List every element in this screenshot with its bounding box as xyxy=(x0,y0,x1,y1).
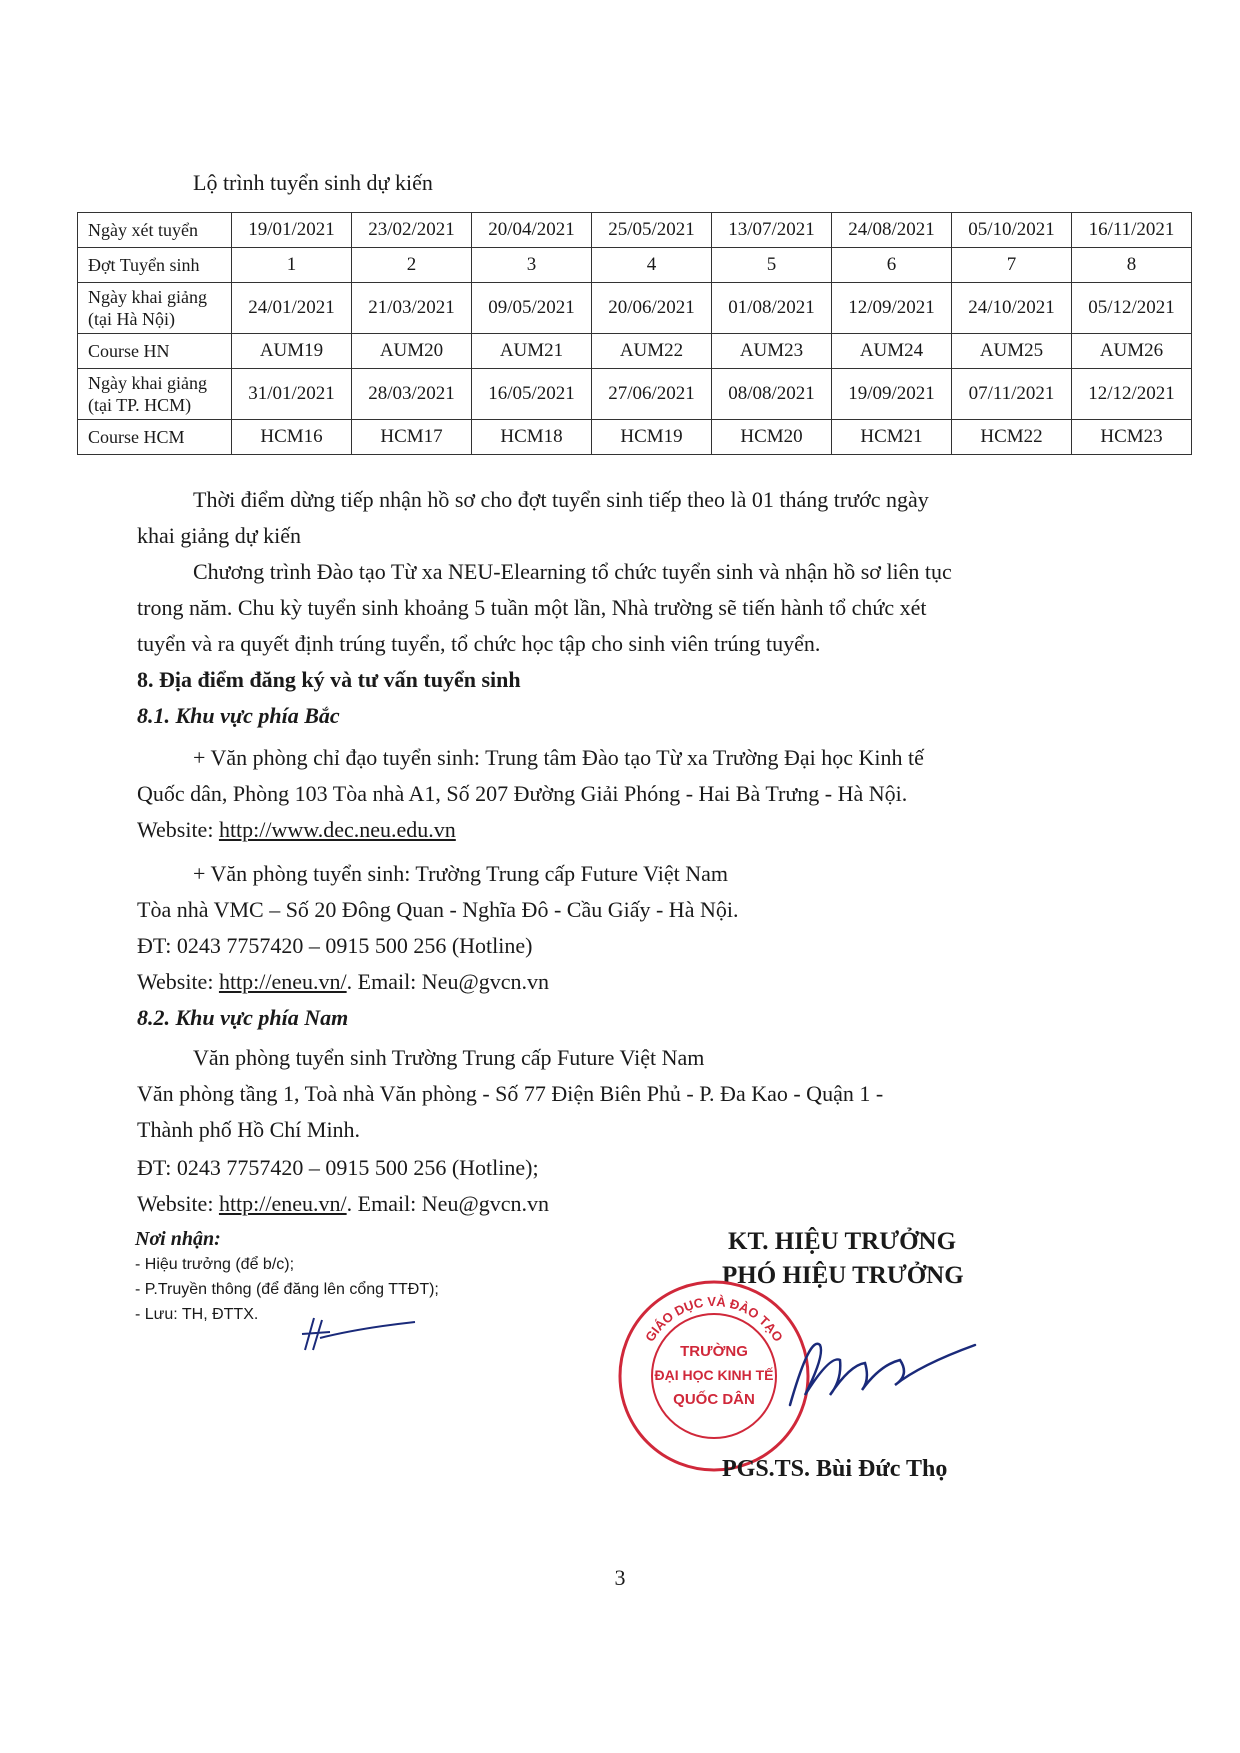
north-website-line xyxy=(137,812,456,848)
schedule-cell: 01/08/2021 xyxy=(712,283,832,334)
seal-line-2: ĐẠI HỌC KINH TẾ xyxy=(654,1367,774,1383)
schedule-cell: 12/09/2021 xyxy=(832,283,952,334)
south-phone: ĐT: 0243 7757420 – 0915 500 256 (Hotline); xyxy=(137,1155,539,1180)
schedule-cell: 2 xyxy=(352,248,472,283)
program-line-2: trong năm. Chu kỳ tuyển sinh khoảng 5 tuần một lần, Nhà trường sẽ tiến hành tổ chức xét xyxy=(137,595,927,620)
schedule-cell: 7 xyxy=(952,248,1072,283)
south-office-line-2: Văn phòng tầng 1, Toà nhà Văn phòng - Số 77 Điện Biên Phủ - P. Đa Kao - Quận 1 - xyxy=(137,1081,884,1106)
schedule-cell: 21/03/2021 xyxy=(352,283,472,334)
schedule-row xyxy=(78,369,1192,420)
signatory-title-2: PHÓ HIỆU TRƯỞNG xyxy=(722,1262,964,1289)
program-line-1: Chương trình Đào tạo Từ xa NEU-Elearning tổ chức tuyển sinh và nhận hồ sơ liên tục xyxy=(193,559,952,584)
schedule-row-label: Ngày khai giảng (tại Hà Nội) xyxy=(78,283,232,334)
north-admission-line-2: Tòa nhà VMC – Số 20 Đông Quan - Nghĩa Đô - Cầu Giấy - Hà Nội. xyxy=(137,897,739,922)
schedule-cell: 6 xyxy=(832,248,952,283)
north-heading: 8.1. Khu vực phía Bắc xyxy=(137,703,340,728)
schedule-cell: HCM18 xyxy=(472,420,592,455)
schedule-cell: 19/01/2021 xyxy=(232,213,352,248)
south-site-line xyxy=(137,1186,549,1222)
schedule-cell: 3 xyxy=(472,248,592,283)
schedule-cell: AUM21 xyxy=(472,334,592,369)
schedule-cell: 24/01/2021 xyxy=(232,283,352,334)
recipient-item: - P.Truyền thông (để đăng lên cổng TTĐT); xyxy=(135,1281,439,1298)
schedule-cell: AUM20 xyxy=(352,334,472,369)
schedule-row xyxy=(78,248,1192,283)
schedule-cell: AUM22 xyxy=(592,334,712,369)
south-site-link[interactable]: http://eneu.vn/ xyxy=(218,1191,347,1216)
north-office-line-2: Quốc dân, Phòng 103 Tòa nhà A1, Số 207 Đường Giải Phóng - Hai Bà Trưng - Hà Nội. xyxy=(137,781,908,806)
schedule-row-label: Ngày khai giảng (tại TP. HCM) xyxy=(78,369,232,420)
schedule-cell: HCM19 xyxy=(592,420,712,455)
schedule-cell: HCM21 xyxy=(832,420,952,455)
recipient-item: - Hiệu trưởng (để b/c); xyxy=(135,1256,295,1273)
schedule-row-label: Đợt Tuyển sinh xyxy=(78,248,232,283)
schedule-cell: 05/12/2021 xyxy=(1072,283,1192,334)
signatory-title-1: KT. HIỆU TRƯỞNG xyxy=(728,1228,957,1255)
north-site-line xyxy=(137,964,549,1000)
schedule-cell: 4 xyxy=(592,248,712,283)
recipients-title: Nơi nhận: xyxy=(135,1228,221,1250)
schedule-cell: AUM23 xyxy=(712,334,832,369)
schedule-cell: 08/08/2021 xyxy=(712,369,832,420)
initials-signature xyxy=(300,1310,420,1360)
schedule-cell: 20/06/2021 xyxy=(592,283,712,334)
schedule-cell: AUM26 xyxy=(1072,334,1192,369)
seal-line-1: TRƯỜNG xyxy=(680,1343,748,1360)
schedule-cell: 5 xyxy=(712,248,832,283)
section-8-heading: 8. Địa điểm đăng ký và tư vấn tuyển sinh xyxy=(137,667,521,692)
svg-text:GIÁO DỤC VÀ ĐÀO TẠO xyxy=(642,1294,786,1344)
schedule-row xyxy=(78,420,1192,455)
admission-schedule-table xyxy=(77,212,1192,455)
website-label: Website: xyxy=(137,1191,219,1216)
schedule-row-label: Course HCM xyxy=(78,420,232,455)
schedule-cell: 23/02/2021 xyxy=(352,213,472,248)
website-label: Website: xyxy=(137,817,219,842)
seal-line-3: QUỐC DÂN xyxy=(673,1391,755,1408)
schedule-cell: 24/10/2021 xyxy=(952,283,1072,334)
seal-outer-text: GIÁO DỤC VÀ ĐÀO TẠO xyxy=(642,1293,786,1345)
page-number: 3 xyxy=(614,1565,626,1590)
schedule-row-label: Ngày xét tuyển xyxy=(78,213,232,248)
north-email: . Email: Neu@gvcn.vn xyxy=(346,969,549,994)
deadline-line-1: Thời điểm dừng tiếp nhận hồ sơ cho đợt tuyển sinh tiếp theo là 01 tháng trước ngày xyxy=(193,487,929,512)
schedule-cell: 16/11/2021 xyxy=(1072,213,1192,248)
schedule-cell: 12/12/2021 xyxy=(1072,369,1192,420)
schedule-cell: 31/01/2021 xyxy=(232,369,352,420)
recipient-item: - Lưu: TH, ĐTTX. xyxy=(135,1306,259,1323)
schedule-caption: Lộ trình tuyển sinh dự kiến xyxy=(193,170,433,195)
schedule-cell: HCM17 xyxy=(352,420,472,455)
south-office-line-1: Văn phòng tuyển sinh Trường Trung cấp Future Việt Nam xyxy=(193,1045,705,1070)
program-line-3: tuyển và ra quyết định trúng tuyển, tổ chức học tập cho sinh viên trúng tuyển. xyxy=(137,631,821,656)
south-office-line-3: Thành phố Hồ Chí Minh. xyxy=(137,1117,361,1142)
schedule-cell: 25/05/2021 xyxy=(592,213,712,248)
schedule-cell: HCM22 xyxy=(952,420,1072,455)
schedule-cell: AUM19 xyxy=(232,334,352,369)
schedule-row xyxy=(78,213,1192,248)
website-label: Website: xyxy=(137,969,219,994)
schedule-cell: 05/10/2021 xyxy=(952,213,1072,248)
schedule-cell: 24/08/2021 xyxy=(832,213,952,248)
north-admission-line-1: + Văn phòng tuyển sinh: Trường Trung cấp Future Việt Nam xyxy=(193,861,728,886)
north-site-link[interactable]: http://eneu.vn/ xyxy=(218,969,347,994)
schedule-cell: 1 xyxy=(232,248,352,283)
schedule-cell: HCM20 xyxy=(712,420,832,455)
deadline-line-2: khai giảng dự kiến xyxy=(137,523,302,548)
schedule-cell: 16/05/2021 xyxy=(472,369,592,420)
schedule-cell: 19/09/2021 xyxy=(832,369,952,420)
schedule-cell: 8 xyxy=(1072,248,1192,283)
north-phone: ĐT: 0243 7757420 – 0915 500 256 (Hotline) xyxy=(137,933,533,958)
north-office-line-1: + Văn phòng chỉ đạo tuyển sinh: Trung tâm Đào tạo Từ xa Trường Đại học Kinh tế xyxy=(193,745,924,770)
south-heading: 8.2. Khu vực phía Nam xyxy=(137,1005,349,1030)
schedule-cell: AUM25 xyxy=(952,334,1072,369)
schedule-cell: 27/06/2021 xyxy=(592,369,712,420)
schedule-cell: 09/05/2021 xyxy=(472,283,592,334)
schedule-row-label: Course HN xyxy=(78,334,232,369)
schedule-cell: 13/07/2021 xyxy=(712,213,832,248)
schedule-cell: 20/04/2021 xyxy=(472,213,592,248)
schedule-cell: 07/11/2021 xyxy=(952,369,1072,420)
north-website-link[interactable]: http://www.dec.neu.edu.vn xyxy=(218,817,456,842)
schedule-cell: HCM23 xyxy=(1072,420,1192,455)
schedule-row xyxy=(78,334,1192,369)
schedule-row xyxy=(78,283,1192,334)
schedule-cell: 28/03/2021 xyxy=(352,369,472,420)
schedule-cell: AUM24 xyxy=(832,334,952,369)
signatory-name: PGS.TS. Bùi Đức Thọ xyxy=(722,1456,948,1482)
south-email: . Email: Neu@gvcn.vn xyxy=(346,1191,549,1216)
handwritten-signature xyxy=(770,1325,980,1415)
schedule-cell: HCM16 xyxy=(232,420,352,455)
